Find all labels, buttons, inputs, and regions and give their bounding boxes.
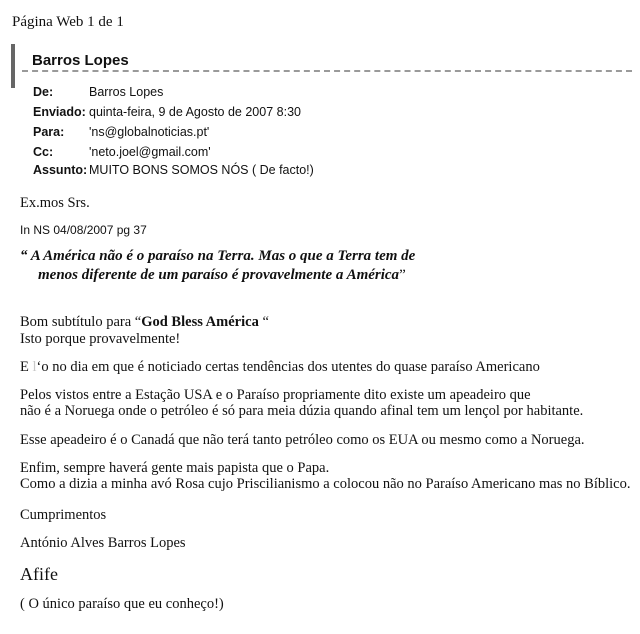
- paragraph-4-line-2: Como a dizia a minha avó Rosa cujo Priscilianismo a colocou não no Paraíso Americano mas no Bíblico.: [20, 476, 631, 492]
- paragraph-4-line-1: Enfim, sempre haverá gente mais papista que o Papa.: [20, 460, 330, 476]
- sent-label: Enviado:: [33, 105, 86, 119]
- quote-close-mark: ”: [399, 267, 406, 283]
- header-divider: [22, 70, 632, 72]
- subject-value: MUITO BONS SOMOS NÓS ( De facto!): [89, 163, 314, 177]
- paragraph-2-line-1: Pelos vistos entre a Estação USA e o Paraíso propriamente dito existe um apeadeiro que: [20, 387, 531, 403]
- news-line-faint: l: [32, 359, 37, 375]
- postscript: ( O único paraíso que eu conheço!): [20, 596, 224, 612]
- salutation: Ex.mos Srs.: [20, 195, 90, 211]
- quote-line-2: [38, 267, 406, 284]
- scan-margin-mark: [11, 44, 15, 88]
- news-line-rest: ‘o no dia em que é noticiado certas tendências dos utentes do quase paraíso Americano: [36, 359, 540, 375]
- subtitle-bold: God Bless América: [141, 314, 259, 330]
- place: Afife: [20, 564, 58, 584]
- paragraph-3: Esse apeadeiro é o Canadá que não terá tanto petróleo como os EUA ou mesmo como a Noruega.: [20, 432, 585, 448]
- because-line: Isto porque provavelmente!: [20, 331, 181, 347]
- reference-line: In NS 04/08/2007 pg 37: [20, 223, 147, 237]
- cc-label: Cc:: [33, 145, 54, 159]
- news-line: [20, 359, 540, 376]
- sent-value: quinta-feira, 9 de Agosto de 2007 8:30: [89, 105, 301, 119]
- from-value: Barros Lopes: [89, 85, 164, 99]
- subtitle-prefix: Bom subtítulo para “: [20, 314, 142, 330]
- subtitle-suffix: “: [258, 314, 269, 330]
- quote-line-2-text: menos diferente de um paraíso é provavelmente a América: [38, 267, 400, 283]
- page-header: Página Web 1 de 1: [12, 14, 124, 30]
- signature: António Alves Barros Lopes: [20, 535, 186, 551]
- quote-line-1: “ A América não é o paraíso na Terra. Mas o que a Terra tem de: [20, 248, 416, 264]
- news-line-start: E: [20, 359, 33, 375]
- cc-value: 'neto.joel@gmail.com': [89, 145, 211, 159]
- from-label: De:: [33, 85, 54, 99]
- subject-label: Assunto:: [33, 163, 88, 177]
- sender-title: Barros Lopes: [32, 52, 129, 69]
- subtitle-line: [20, 314, 269, 331]
- to-value: 'ns@globalnoticias.pt': [89, 125, 210, 139]
- to-label: Para:: [33, 125, 65, 139]
- paragraph-2-line-2: não é a Noruega onde o petróleo é só para meia dúzia quando afinal tem um lençol por habitante.: [20, 403, 584, 419]
- closing: Cumprimentos: [20, 507, 107, 523]
